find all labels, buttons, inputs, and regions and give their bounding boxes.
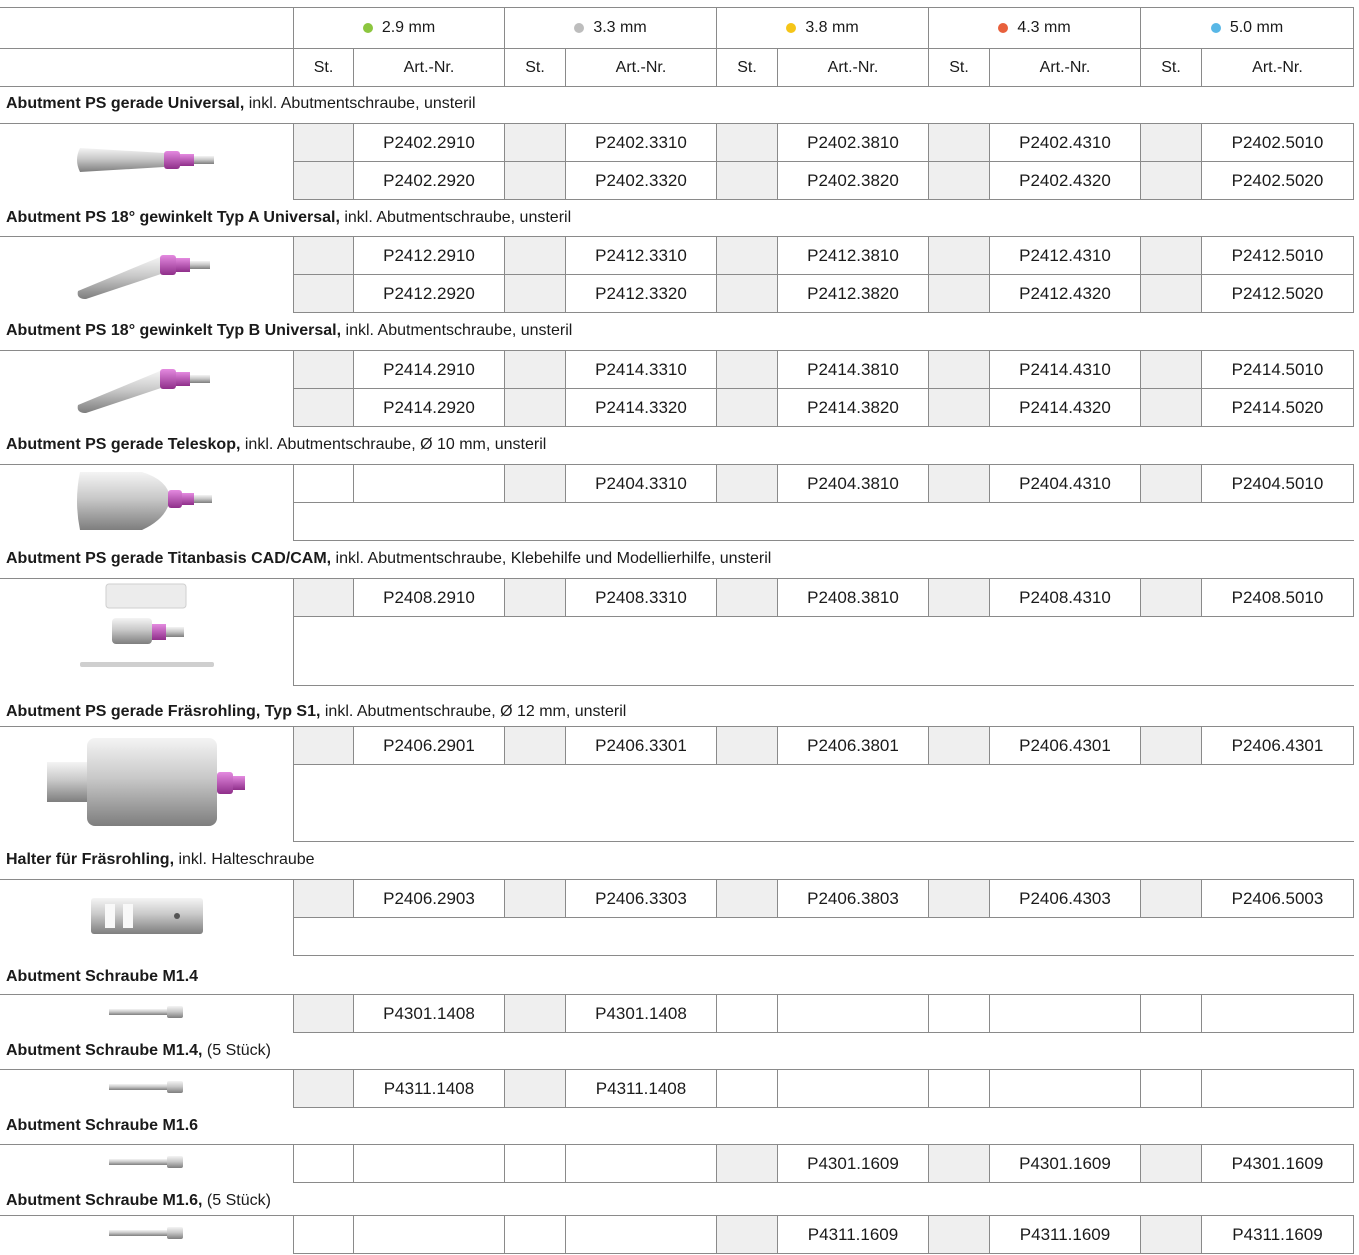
quantity-input[interactable] — [1141, 1145, 1202, 1183]
quantity-input[interactable] — [1141, 465, 1202, 503]
quantity-input[interactable] — [294, 389, 354, 427]
article-number: P2412.5010 — [1202, 237, 1354, 275]
size-header — [505, 8, 717, 49]
article-number: P2414.3810 — [778, 351, 929, 389]
article-number — [990, 1070, 1141, 1108]
quantity-input[interactable] — [929, 727, 990, 765]
section-title-detail: inkl. Abutmentschraube, unsteril — [341, 322, 573, 339]
quantity-input[interactable] — [505, 579, 566, 617]
article-number: P2412.3810 — [778, 237, 929, 275]
section-title-detail: inkl. Halteschraube — [174, 851, 315, 868]
article-number: P2406.2901 — [354, 727, 505, 765]
quantity-input[interactable] — [929, 1216, 990, 1254]
art-nr-column-header: Art.-Nr. — [354, 49, 505, 87]
quantity-input[interactable] — [505, 1070, 566, 1108]
section-title-bold: Abutment Schraube M1.6, — [6, 1192, 203, 1209]
quantity-input[interactable] — [717, 727, 778, 765]
quantity-input — [294, 1216, 354, 1254]
quantity-input[interactable] — [717, 162, 778, 200]
section-title-bold: Abutment PS gerade Titanbasis CAD/CAM, — [6, 550, 332, 567]
article-number: P2408.5010 — [1202, 579, 1354, 617]
section-title — [6, 549, 771, 569]
table-row — [0, 1216, 1359, 1254]
quantity-input — [294, 465, 354, 503]
quantity-input[interactable] — [929, 351, 990, 389]
quantity-input[interactable] — [505, 237, 566, 275]
article-number: P2402.2910 — [354, 124, 505, 162]
quantity-input[interactable] — [505, 351, 566, 389]
quantity-input[interactable] — [1141, 124, 1202, 162]
quantity-input[interactable] — [505, 389, 566, 427]
quantity-input[interactable] — [929, 237, 990, 275]
quantity-input[interactable] — [717, 389, 778, 427]
article-number: P2402.3310 — [566, 124, 717, 162]
article-number: P4301.1609 — [990, 1145, 1141, 1183]
article-number: P2412.3820 — [778, 275, 929, 313]
size-label: 3.8 mm — [805, 19, 859, 36]
st-column-header: St. — [294, 49, 354, 87]
quantity-input[interactable] — [1141, 275, 1202, 313]
header-empty-cell — [0, 49, 294, 87]
article-number: P2414.3320 — [566, 389, 717, 427]
section-title-detail: (5 Stück) — [202, 1042, 271, 1059]
quantity-input[interactable] — [1141, 1216, 1202, 1254]
section-title-bold: Abutment PS gerade Teleskop, — [6, 436, 241, 453]
article-number: P2406.4301 — [990, 727, 1141, 765]
article-number: P2414.2920 — [354, 389, 505, 427]
section-title-detail: inkl. Abutmentschraube, unsteril — [244, 95, 476, 112]
table-row — [0, 727, 1359, 765]
table-row — [0, 124, 1359, 162]
article-number — [354, 465, 505, 503]
st-column-header: St. — [1141, 49, 1202, 87]
size-color-dot-icon — [786, 23, 796, 33]
section-title — [6, 850, 315, 870]
size-header — [294, 8, 505, 49]
article-number — [354, 1145, 505, 1183]
quantity-input[interactable] — [294, 995, 354, 1033]
size-color-dot-icon — [574, 23, 584, 33]
quantity-input[interactable] — [505, 124, 566, 162]
quantity-input[interactable] — [929, 880, 990, 918]
quantity-input[interactable] — [717, 275, 778, 313]
quantity-input[interactable] — [505, 995, 566, 1033]
article-number — [566, 1145, 717, 1183]
article-number: P2412.5020 — [1202, 275, 1354, 313]
section-title-bold: Abutment PS 18° gewinkelt Typ A Universal, — [6, 209, 340, 226]
quantity-input[interactable] — [294, 162, 354, 200]
article-number — [778, 1070, 929, 1108]
article-number: P2402.3820 — [778, 162, 929, 200]
quantity-input[interactable] — [1141, 727, 1202, 765]
article-number: P2412.2910 — [354, 237, 505, 275]
st-column-header: St. — [505, 49, 566, 87]
quantity-input[interactable] — [505, 727, 566, 765]
section-title — [6, 702, 626, 722]
article-number: P2404.3810 — [778, 465, 929, 503]
quantity-input[interactable] — [929, 465, 990, 503]
article-number — [1202, 1070, 1354, 1108]
empty-row — [294, 918, 1354, 956]
article-number: P4301.1609 — [1202, 1145, 1354, 1183]
article-number — [354, 1216, 505, 1254]
article-number: P4301.1408 — [354, 995, 505, 1033]
article-number — [1202, 995, 1354, 1033]
article-number: P4301.1408 — [566, 995, 717, 1033]
size-label: 5.0 mm — [1229, 19, 1284, 36]
section-title-bold: Abutment PS gerade Universal, — [6, 95, 245, 112]
article-number: P2408.3310 — [566, 579, 717, 617]
quantity-input[interactable] — [294, 124, 354, 162]
quantity-input[interactable] — [1141, 389, 1202, 427]
article-number — [778, 995, 929, 1033]
table-row — [0, 275, 1359, 313]
article-number: P2414.5020 — [1202, 389, 1354, 427]
article-number: P2404.5010 — [1202, 465, 1354, 503]
article-number: P2412.3320 — [566, 275, 717, 313]
quantity-input — [929, 1070, 990, 1108]
quantity-input[interactable] — [1141, 351, 1202, 389]
table-row — [0, 162, 1359, 200]
quantity-input[interactable] — [1141, 880, 1202, 918]
article-number: P2406.3801 — [778, 727, 929, 765]
article-number — [566, 1216, 717, 1254]
st-column-header: St. — [929, 49, 990, 87]
article-number: P4311.1609 — [1202, 1216, 1354, 1254]
quantity-input[interactable] — [294, 237, 354, 275]
article-number — [990, 995, 1141, 1033]
quantity-input[interactable] — [929, 389, 990, 427]
empty-row — [294, 617, 1354, 686]
article-number: P2414.4310 — [990, 351, 1141, 389]
table-row — [0, 1145, 1359, 1183]
section-title-detail: inkl. Abutmentschraube, Klebehilfe und Modellierhilfe, unsteril — [331, 550, 772, 567]
article-number: P2412.4310 — [990, 237, 1141, 275]
section-title-detail: inkl. Abutmentschraube, unsteril — [339, 209, 572, 226]
size-header — [1141, 8, 1354, 49]
quantity-input[interactable] — [505, 465, 566, 503]
section-title-bold: Abutment PS 18° gewinkelt Typ B Universal, — [6, 322, 342, 339]
quantity-input[interactable] — [294, 727, 354, 765]
section-title — [6, 1116, 198, 1136]
quantity-input — [294, 1145, 354, 1183]
table-row — [0, 579, 1359, 617]
section-title — [6, 1191, 271, 1211]
art-nr-column-header: Art.-Nr. — [778, 49, 929, 87]
article-number: P2412.4320 — [990, 275, 1141, 313]
quantity-input[interactable] — [929, 579, 990, 617]
quantity-input[interactable] — [717, 579, 778, 617]
article-number: P2402.5020 — [1202, 162, 1354, 200]
section-title-detail: inkl. Abutmentschraube, Ø 10 mm, unsteril — [240, 436, 547, 453]
quantity-input[interactable] — [294, 275, 354, 313]
quantity-input[interactable] — [1141, 237, 1202, 275]
quantity-input[interactable] — [717, 1145, 778, 1183]
table-row — [0, 389, 1359, 427]
quantity-input[interactable] — [717, 351, 778, 389]
header-empty-cell — [0, 8, 294, 49]
quantity-input[interactable] — [294, 351, 354, 389]
article-number: P2406.3803 — [778, 880, 929, 918]
table-row — [0, 995, 1359, 1033]
article-number: P4311.1408 — [566, 1070, 717, 1108]
section-title — [6, 435, 546, 455]
quantity-input[interactable] — [929, 124, 990, 162]
quantity-input[interactable] — [1141, 162, 1202, 200]
quantity-input[interactable] — [717, 880, 778, 918]
article-number: P2404.3310 — [566, 465, 717, 503]
quantity-input[interactable] — [717, 465, 778, 503]
article-number: P2404.4310 — [990, 465, 1141, 503]
article-number: P2414.3820 — [778, 389, 929, 427]
table-row — [0, 351, 1359, 389]
article-number: P2402.4310 — [990, 124, 1141, 162]
art-nr-column-header: Art.-Nr. — [1202, 49, 1354, 87]
quantity-input[interactable] — [505, 275, 566, 313]
art-nr-column-header: Art.-Nr. — [566, 49, 717, 87]
quantity-input[interactable] — [929, 275, 990, 313]
article-number: P2412.2920 — [354, 275, 505, 313]
article-number: P2412.3310 — [566, 237, 717, 275]
quantity-input — [505, 1216, 566, 1254]
article-number: P2414.4320 — [990, 389, 1141, 427]
table-row — [0, 880, 1359, 918]
section-title-bold: Halter für Fräsrohling, — [6, 851, 175, 868]
article-number: P4311.1408 — [354, 1070, 505, 1108]
size-color-dot-icon — [363, 23, 373, 33]
article-number: P2408.3810 — [778, 579, 929, 617]
article-number: P2414.2910 — [354, 351, 505, 389]
article-number: P2408.4310 — [990, 579, 1141, 617]
section-title-bold: Abutment Schraube M1.4 — [6, 968, 199, 985]
article-number: P4311.1609 — [990, 1216, 1141, 1254]
table-row — [0, 1070, 1359, 1108]
size-color-dot-icon — [998, 23, 1008, 33]
quantity-input[interactable] — [717, 124, 778, 162]
quantity-input[interactable] — [505, 162, 566, 200]
article-number: P4311.1609 — [778, 1216, 929, 1254]
quantity-input — [717, 1070, 778, 1108]
size-label: 4.3 mm — [1017, 19, 1071, 36]
size-header — [929, 8, 1141, 49]
quantity-input[interactable] — [1141, 579, 1202, 617]
section-title-detail: (5 Stück) — [202, 1192, 271, 1209]
article-number: P2402.2920 — [354, 162, 505, 200]
article-number: P2406.3301 — [566, 727, 717, 765]
article-number: P2414.5010 — [1202, 351, 1354, 389]
quantity-input — [1141, 1070, 1202, 1108]
section-title — [6, 94, 476, 114]
quantity-input — [717, 995, 778, 1033]
article-number: P2402.4320 — [990, 162, 1141, 200]
art-nr-column-header: Art.-Nr. — [990, 49, 1141, 87]
size-label: 2.9 mm — [381, 19, 436, 36]
quantity-input — [505, 1145, 566, 1183]
size-color-dot-icon — [1211, 23, 1221, 33]
article-number: P2402.3810 — [778, 124, 929, 162]
size-header — [717, 8, 929, 49]
quantity-input[interactable] — [294, 880, 354, 918]
quantity-input — [1141, 995, 1202, 1033]
section-title-bold: Abutment PS gerade Fräsrohling, Typ S1, — [6, 703, 321, 720]
quantity-input[interactable] — [717, 1216, 778, 1254]
article-number: P2406.5003 — [1202, 880, 1354, 918]
quantity-input — [929, 995, 990, 1033]
article-number: P4301.1609 — [778, 1145, 929, 1183]
table-row — [0, 465, 1359, 503]
header-columns-row — [0, 49, 1359, 87]
quantity-input[interactable] — [929, 1145, 990, 1183]
section-title — [6, 208, 571, 228]
article-number: P2406.3303 — [566, 880, 717, 918]
section-title-bold: Abutment Schraube M1.4, — [6, 1042, 203, 1059]
article-number: P2402.3320 — [566, 162, 717, 200]
st-column-header: St. — [717, 49, 778, 87]
size-label: 3.3 mm — [593, 19, 647, 36]
article-number: P2408.2910 — [354, 579, 505, 617]
section-title-bold: Abutment Schraube M1.6 — [6, 1117, 199, 1134]
section-title-detail: inkl. Abutmentschraube, Ø 12 mm, unsteril — [320, 703, 627, 720]
section-title — [6, 967, 198, 987]
quantity-input[interactable] — [717, 237, 778, 275]
section-title — [6, 1041, 271, 1061]
empty-row — [294, 503, 1354, 541]
header-sizes-row — [0, 8, 1359, 49]
quantity-input[interactable] — [294, 579, 354, 617]
quantity-input[interactable] — [929, 162, 990, 200]
article-number: P2414.3310 — [566, 351, 717, 389]
section-title — [6, 321, 572, 341]
article-number: P2406.4301 — [1202, 727, 1354, 765]
article-number: P2406.2903 — [354, 880, 505, 918]
article-number: P2406.4303 — [990, 880, 1141, 918]
empty-row — [294, 765, 1354, 842]
table-row — [0, 237, 1359, 275]
article-number: P2402.5010 — [1202, 124, 1354, 162]
quantity-input[interactable] — [505, 880, 566, 918]
quantity-input[interactable] — [294, 1070, 354, 1108]
